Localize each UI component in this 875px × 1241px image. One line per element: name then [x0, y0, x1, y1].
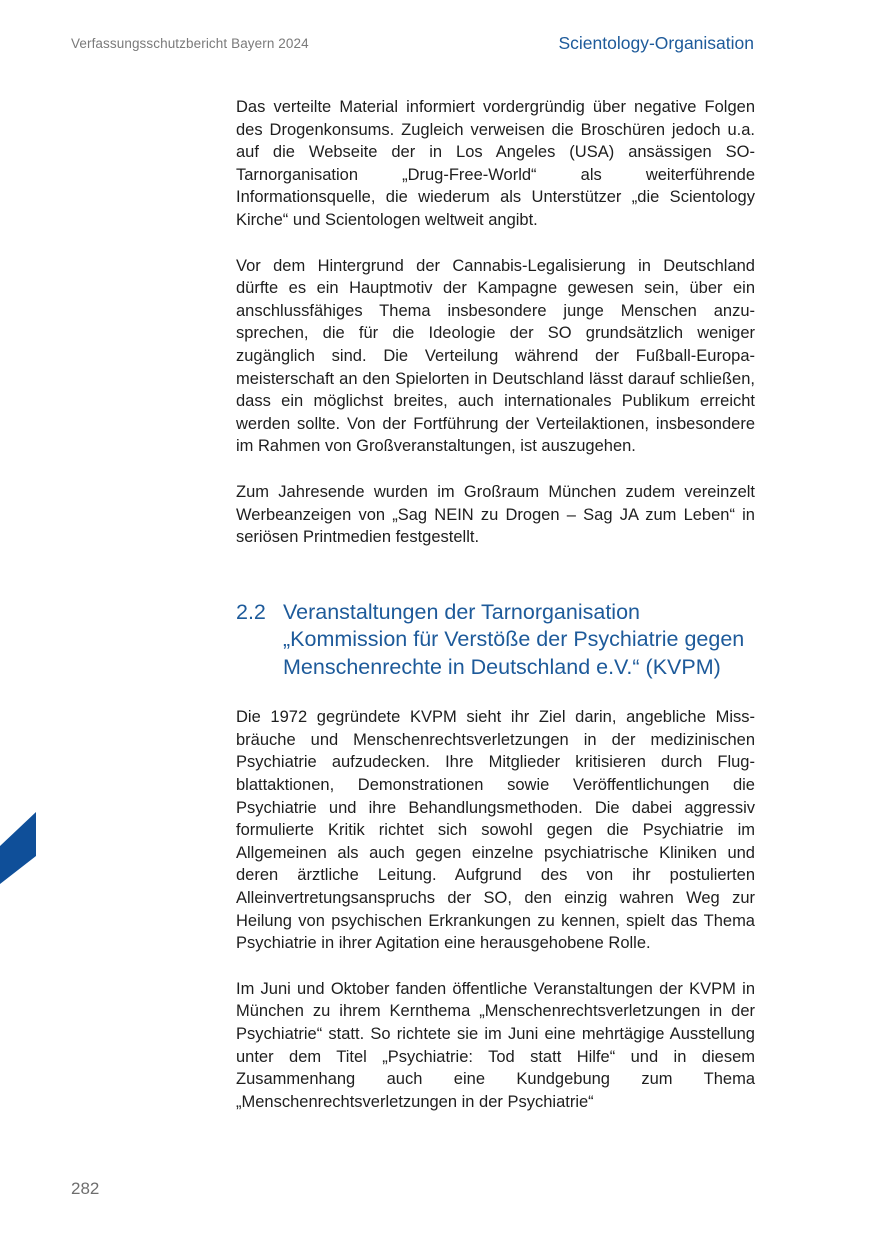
- section-number: 2.2: [236, 599, 266, 624]
- running-head-publication: Verfassungsschutzbericht Bayern 2024: [71, 36, 309, 51]
- section-heading: [236, 599, 755, 682]
- paragraph: Im Juni und Oktober fanden öffentliche Veranstaltungen der KVPM in München zu ihrem Kernthema „Menschenrechtsverletzungen in der Psychiatrie“ statt. So richtete sie im Juni eine mehrtägige Ausstellung unter dem Titel „Psychiatrie: Tod statt Hilfe“ und in diesem Zusammenhang auch eine Kundgebung zum Thema „Menschenrechtsverletzungen in der Psychiatrie“: [236, 979, 755, 1111]
- section-title: Veranstaltungen der Tarnorganisation „Kommission für Verstöße der Psychiatrie gegen Menschenrechte in Deutschland e.V.“ (KVPM): [283, 599, 745, 679]
- chapter-edge-marker: [0, 812, 36, 884]
- main-content: [236, 96, 755, 1113]
- paragraph: Zum Jahresende wurden im Großraum München zudem vereinzelt Werbeanzeigen von „Sag NEIN zu Drogen – Sag JA zum Leben“ in seriösen Printmedien festgestellt.: [236, 482, 755, 547]
- paragraph: Die 1972 gegründete KVPM sieht ihr Ziel darin, angebliche Missbräuche und Menschenrechtsverletzungen in der medizinischen Psychiatrie aufzudecken. Ihre Mitglieder kritisieren durch Flugblattaktionen, Demonstrationen sowie Veröffentlichungen die Psychiatrie und ihre Behandlungsmethoden. Die dabei aggressiv formulierte Kritik richtet sich sowohl gegen die Psychiatrie im Allgemeinen als auch gegen einzelne psychiatrische Kliniken und deren ärztliche Leitung. Aufgrund des von ihr postulierten Alleinvertretungsanspruchs der SO, den einzig wahren Weg zur Heilung von psychischen Erkrankungen zu kennen, spielt das Thema Psychiatrie in ihrer Agitation eine herausgehobene Rolle.: [236, 708, 755, 953]
- paragraph: Das verteilte Material informiert vordergründig über negative Folgen des Drogenkonsums. Zugleich verweisen die Broschüren jedoch u.a. auf die Webseite der in Los Angeles (USA) ansässigen SO-Tarnorganisation „Drug-Free-World“ als weiterführende Informationsquelle, die wiederum als Unterstützer „die Scientology Kirche“ und Scientologen weltweit angibt.: [236, 98, 755, 229]
- page-number: 282: [71, 1179, 100, 1198]
- paragraph: Vor dem Hintergrund der Cannabis-Legalisierung in Deutschland dürfte es ein Hauptmotiv der Kampagne gewesen sein, über ein anschlussfähiges Thema insbesondere junge Menschen anzusprechen, die für die Ideologie der SO grundsätzlich weniger zugänglich sind. Die Verteilung während der Fußball-Europameisterschaft an den Spielorten in Deutschland lässt darauf schließen, dass ein möglichst breites, auch internationales Publikum erreicht werden sollte. Von der Fortführung der Verteilaktionen, insbesondere im Rahmen von Großveranstaltungen, ist auszugehen.: [236, 256, 755, 456]
- running-head-chapter: Scientology-Organisation: [558, 33, 754, 53]
